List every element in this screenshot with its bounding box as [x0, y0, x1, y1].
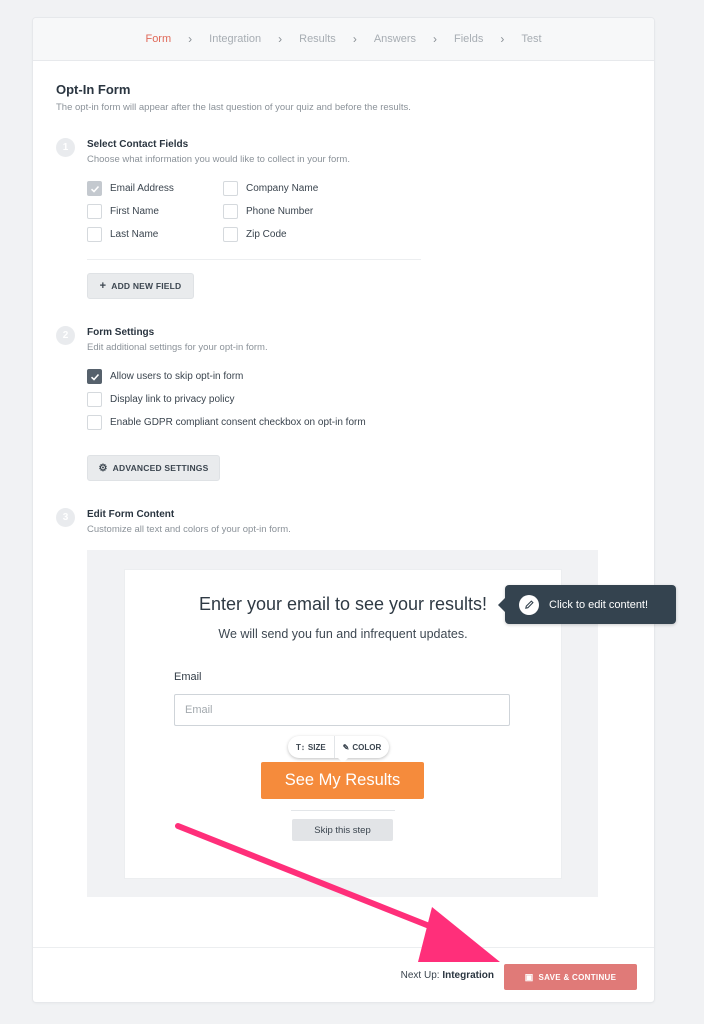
step-answers[interactable]: Answers — [373, 33, 416, 45]
section-form-settings — [56, 326, 648, 486]
preview-subheading[interactable]: We will send you fun and infrequent updates. — [218, 627, 468, 641]
option-privacy-link[interactable]: Display link to privacy policy — [87, 392, 235, 407]
save-continue-button[interactable]: ▣ SAVE & CONTINUE — [504, 964, 637, 990]
chevron-right-icon: › — [188, 32, 193, 46]
preview-email-input[interactable]: Email — [174, 694, 510, 726]
chevron-right-icon: › — [500, 32, 505, 46]
field-email-address[interactable]: Email Address — [87, 181, 174, 196]
edit-content-tooltip[interactable] — [505, 585, 676, 624]
divider — [87, 259, 421, 260]
chevron-right-icon: › — [278, 32, 283, 46]
stepper — [33, 18, 654, 61]
step-form[interactable]: Form — [145, 33, 172, 45]
checkbox[interactable] — [223, 227, 238, 242]
footer-bar — [33, 947, 654, 1002]
text-size-icon: T↕ — [296, 742, 305, 752]
step-number-2: 2 — [56, 326, 75, 345]
section-description: Choose what information you would like to collect in your form. — [87, 154, 350, 165]
preview-heading[interactable]: Enter your email to see your results! — [198, 594, 488, 614]
field-last-name[interactable]: Last Name — [87, 227, 158, 242]
pencil-icon — [519, 595, 539, 615]
color-tool[interactable]: ✎ COLOR — [334, 736, 390, 758]
checkbox[interactable] — [87, 227, 102, 242]
skip-step-button[interactable]: Skip this step — [292, 819, 393, 841]
gear-icon: ⚙ — [98, 462, 108, 474]
page-title: Opt-In Form — [56, 82, 131, 97]
tooltip-text: Click to edit content! — [549, 598, 649, 611]
checkbox[interactable] — [223, 181, 238, 196]
next-up-label: Next Up: Integration — [400, 970, 494, 981]
form-preview-card[interactable] — [125, 570, 561, 878]
size-tool[interactable]: T↕ SIZE — [296, 742, 326, 752]
divider — [291, 810, 395, 811]
step-results[interactable]: Results — [299, 33, 336, 45]
advanced-settings-button[interactable]: ⚙ ADVANCED SETTINGS — [87, 455, 220, 481]
button-style-toolbar — [288, 736, 389, 758]
save-icon: ▣ — [524, 971, 534, 982]
preview-email-label[interactable]: Email — [174, 671, 202, 683]
section-title: Select Contact Fields — [87, 139, 189, 150]
chevron-right-icon: › — [352, 32, 357, 46]
eyedropper-icon: ✎ — [342, 742, 350, 752]
checkbox-checked[interactable] — [87, 369, 102, 384]
chevron-right-icon: › — [433, 32, 437, 46]
section-description: Edit additional settings for your opt-in form. — [87, 342, 268, 353]
checkbox-checked[interactable] — [87, 181, 102, 196]
option-allow-skip[interactable]: Allow users to skip opt-in form — [87, 369, 243, 384]
step-fields[interactable]: Fields — [454, 33, 484, 45]
section-contact-fields — [56, 138, 648, 308]
field-first-name[interactable]: First Name — [87, 204, 159, 219]
checkbox[interactable] — [87, 415, 102, 430]
section-title: Edit Form Content — [87, 509, 175, 520]
section-title: Form Settings — [87, 327, 155, 338]
page-subtitle: The opt-in form will appear after the last question of your quiz and before the results. — [56, 102, 411, 113]
see-my-results-button[interactable]: See My Results — [261, 762, 424, 799]
checkbox[interactable] — [87, 392, 102, 407]
plus-icon: + — [99, 280, 107, 292]
field-zip-code[interactable]: Zip Code — [223, 227, 287, 242]
step-number-3: 3 — [56, 508, 75, 527]
field-company-name[interactable]: Company Name — [223, 181, 318, 196]
step-integration[interactable]: Integration — [209, 33, 262, 45]
step-number-1: 1 — [56, 138, 75, 157]
step-test[interactable]: Test — [521, 33, 542, 45]
add-new-field-button[interactable]: + ADD NEW FIELD — [87, 273, 194, 299]
field-phone-number[interactable]: Phone Number — [223, 204, 313, 219]
checkbox[interactable] — [223, 204, 238, 219]
option-gdpr-consent[interactable]: Enable GDPR compliant consent checkbox on opt-in form — [87, 415, 366, 430]
section-description: Customize all text and colors of your opt-in form. — [87, 524, 291, 535]
section-edit-content — [56, 508, 648, 548]
checkbox[interactable] — [87, 204, 102, 219]
